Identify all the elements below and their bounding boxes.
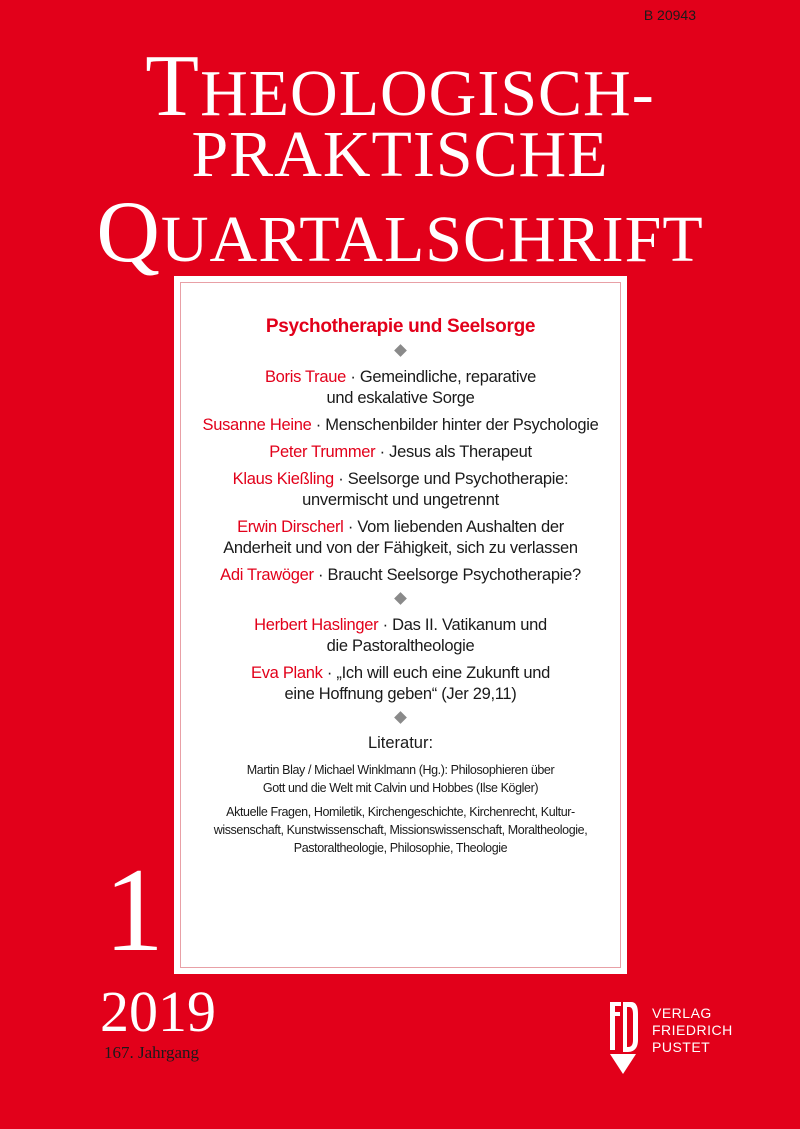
article-title: Jesus als Therapeut: [389, 443, 532, 461]
contents-box: [174, 276, 627, 974]
publisher-line: FRIEDRICH: [652, 1022, 733, 1038]
book-review: [174, 761, 627, 797]
separator-dot: ·: [318, 566, 324, 584]
article-title: Gemeindliche, reparative: [359, 368, 537, 386]
article-entry: [174, 565, 627, 586]
separator-dot: ·: [350, 368, 356, 386]
separator-dot: ·: [326, 664, 333, 682]
article-entry: [174, 469, 627, 511]
article-author: Boris Traue: [264, 368, 347, 386]
title-line-2-text: PRAKTISCHE: [191, 118, 609, 191]
article-title: Seelsorge und Psychotherapie:: [347, 470, 569, 488]
issue-year: 2019: [100, 979, 216, 1044]
separator-dot: ·: [338, 470, 344, 488]
separator-dot: ·: [315, 416, 321, 434]
issue-number: 1: [104, 843, 164, 976]
article-entry: [174, 517, 627, 559]
article-title: Menschenbilder hinter der Psychologie: [325, 416, 599, 434]
article-title: „Ich will euch eine Zukunft und: [336, 664, 550, 682]
article-entry: [174, 663, 627, 705]
article-entry: [174, 615, 627, 657]
contents-list: [174, 316, 627, 863]
article-title: Braucht Seelsorge Psychotherapie?: [327, 566, 581, 584]
article-author: Klaus Kießling: [232, 470, 334, 488]
book-review-line: Gott und die Welt mit Calvin und Hobbes (Ilse Kögler): [262, 781, 539, 795]
article-entry: [174, 367, 627, 409]
issue-theme: Psychotherapie und Seelsorge: [265, 316, 536, 337]
review-topics-line: Aktuelle Fragen, Homiletik, Kirchengeschichte, Kirchenrecht, Kultur-: [226, 805, 575, 819]
article-entry: [174, 442, 627, 463]
separator-dot: ·: [379, 443, 385, 461]
article-title-cont: unvermischt und ungetrennt: [302, 491, 499, 509]
article-author: Adi Trawöger: [220, 566, 314, 584]
volume-label: 167. Jahrgang: [104, 1043, 200, 1062]
article-title-cont: eine Hoffnung geben“ (Jer 29,11): [284, 685, 517, 703]
article-author: Eva Plank: [251, 664, 323, 682]
catalog-code: B 20943: [643, 7, 696, 23]
review-topics-line: Pastoraltheologie, Philosophie, Theologie: [293, 841, 508, 855]
title-line-3-rest: UARTALSCHRIFT: [160, 203, 704, 276]
diamond-divider-icon: [394, 711, 407, 724]
article-title-cont: Anderheit und von der Fähigkeit, sich zu verlassen: [223, 539, 578, 557]
article-title-cont: und eskalative Sorge: [326, 389, 475, 407]
review-topics-line: wissenschaft, Kunstwissenschaft, Missionswissenschaft, Moraltheologie,: [213, 823, 588, 837]
article-title: Vom liebenden Aushalten der: [357, 518, 564, 536]
article-author: Herbert Haslinger: [254, 616, 379, 634]
title-initial-t: T: [145, 38, 201, 135]
separator-dot: ·: [347, 518, 354, 536]
separator-dot: ·: [382, 616, 388, 634]
publisher-line: VERLAG: [652, 1005, 712, 1021]
title-initial-q: Q: [96, 184, 161, 281]
article-author: Erwin Dirscherl: [237, 518, 344, 536]
diamond-divider-icon: [394, 344, 407, 357]
book-review-line: Martin Blay / Michael Winklmann (Hg.): Philosophieren über: [246, 763, 555, 777]
diamond-divider-icon: [394, 592, 407, 605]
journal-title-line-3: [10, 182, 790, 283]
publisher-logo-icon: [606, 1000, 640, 1076]
review-topics: [174, 803, 627, 857]
article-author: Susanne Heine: [202, 416, 312, 434]
publisher-line: PUSTET: [652, 1039, 711, 1055]
literature-heading: Literatur:: [367, 734, 434, 752]
article-title: Das II. Vatikanum und: [392, 616, 547, 634]
title-line-1-rest: HEOLOGISCH-: [200, 57, 655, 130]
article-title-cont: die Pastoraltheologie: [326, 637, 475, 655]
article-entry: [174, 415, 627, 436]
publisher-name: [652, 1005, 733, 1056]
article-author: Peter Trummer: [269, 443, 376, 461]
